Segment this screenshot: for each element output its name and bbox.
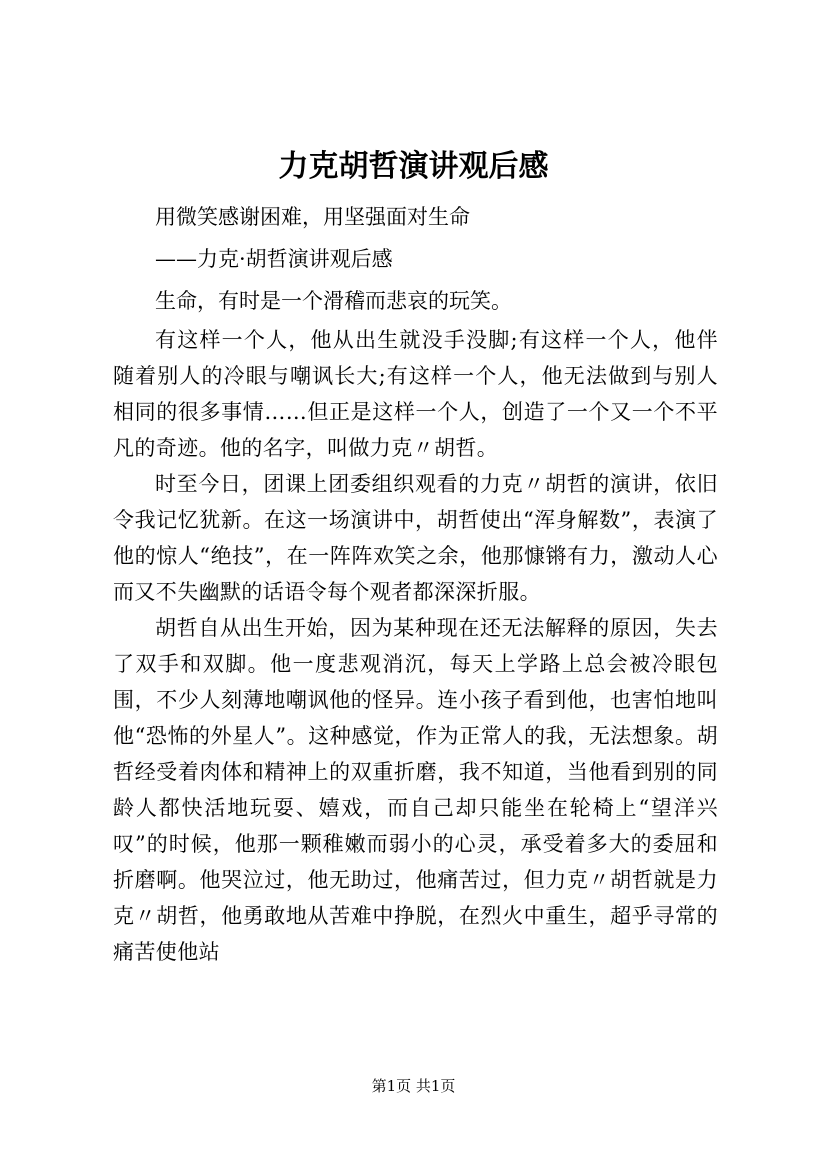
paragraph-3: 时至今日，团课上团委组织观看的力克〃胡哲的演讲，依旧令我记忆犹新。在这一场演讲中，胡哲使出“浑身解数”，表演了他的惊人“绝技”，在一阵阵欢笑之余，他那慷锵有力，激动人心而又不失幽默的话语令每个观者都深深折服。 <box>113 472 718 604</box>
paragraph-1: 生命，有时是一个滑稽而悲哀的玩笑。 <box>155 289 512 313</box>
subtitle-line-1: 用微笑感谢困难，用坚强面对生命 <box>155 205 470 229</box>
paragraph-2: 有这样一个人，他从出生就没手没脚;有这样一个人，他伴随着别人的冷眼与嘲讽长大;有这样一个人，他无法做到与别人相同的很多事情……但正是这样一个人，创造了一个又一个不平凡的奇迹。他的名字，叫做力克〃胡哲。 <box>113 328 718 460</box>
page-footer: 第1页 共1页 <box>371 1077 456 1095</box>
paragraph-4: 胡哲自从出生开始，因为某种现在还无法解释的原因，失去了双手和双脚。他一度悲观消沉，每天上学路上总会被冷眼包围，不少人刻薄地嘲讽他的怪异。连小孩子看到他，也害怕地叫他“恐怖的外星人”。这种感觉，作为正常人的我，无法想象。胡哲经受着肉体和精神上的双重折磨，我不知道，当他看到别的同龄人都快活地玩耍、嬉戏，而自己却只能坐在轮椅上“望洋兴叹”的时候，他那一颗稚嫩而弱小的心灵，承受着多大的委屈和折磨啊。他哭泣过，他无助过，他痛苦过，但力克〃胡哲就是力克〃胡哲，他勇敢地从苦难中挣脱，在烈火中重生，超乎寻常的痛苦使他站 <box>113 616 718 964</box>
document-body <box>113 196 718 970</box>
document-title: 力克胡哲演讲观后感 <box>278 149 549 184</box>
subtitle-line-2: ——力克·胡哲演讲观后感 <box>155 247 393 271</box>
